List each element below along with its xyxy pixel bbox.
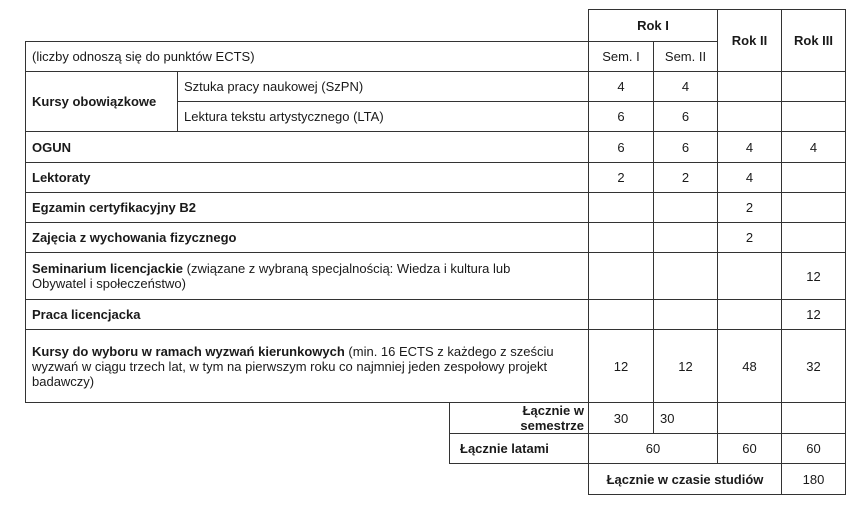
lektoraty-rok2: 4 <box>718 163 782 193</box>
total-latami-label: Łącznie latami <box>460 441 549 456</box>
total-studia-value: 180 <box>782 464 846 495</box>
seminarium-label-bold: Seminarium licencjackie <box>32 261 184 276</box>
kursy-wyboru-rok2: 48 <box>718 330 782 403</box>
szpn-sem1: 4 <box>589 72 654 102</box>
lta-label: Lektura tekstu artystycznego (LTA) <box>178 102 589 132</box>
ects-note: (liczby odnoszą się do punktów ECTS) <box>26 42 589 72</box>
wf-label: Zajęcia z wychowania fizycznego <box>32 230 237 245</box>
ogun-rok2: 4 <box>718 132 782 163</box>
kursy-wyboru-label-bold: Kursy do wyboru w ramach wyzwań kierunkowych <box>32 343 345 359</box>
kursy-wyboru-label <box>32 344 554 389</box>
ects-table <box>25 9 846 495</box>
header-sem1: Sem. I <box>589 42 654 72</box>
ogun-sem2: 6 <box>654 132 718 163</box>
ogun-rok3: 4 <box>782 132 846 163</box>
kursy-obowiazkowe-label: Kursy obowiązkowe <box>32 94 157 109</box>
kursy-wyboru-rok3: 32 <box>782 330 846 403</box>
praca-label: Praca licencjacka <box>32 307 141 322</box>
wf-rok2: 2 <box>718 223 782 253</box>
lta-sem1: 6 <box>589 102 654 132</box>
ogun-label: OGUN <box>32 139 71 155</box>
szpn-sem2: 4 <box>654 72 718 102</box>
total-studia-label: Łącznie w czasie studiów <box>606 471 764 487</box>
total-semestr-sem2: 30 <box>654 403 718 434</box>
total-semestr-sem1: 30 <box>589 403 654 434</box>
ogun-sem1: 6 <box>589 132 654 163</box>
szpn-label: Sztuka pracy naukowej (SzPN) <box>178 72 589 102</box>
kursy-wyboru-label-rest: (min. 16 ECTS z każdego z sześciu wyzwań w ciągu trzech lat, w tym na pierwszym roku co najmniej jeden zespołowy projekt badawczy) <box>32 343 554 389</box>
lektoraty-sem2: 2 <box>654 163 718 193</box>
total-latami-rok1: 60 <box>589 434 718 464</box>
egzamin-label: Egzamin certyfikacyjny B2 <box>32 200 197 215</box>
kursy-wyboru-sem2: 12 <box>654 330 718 403</box>
header-sem2: Sem. II <box>654 42 718 72</box>
kursy-wyboru-sem1: 12 <box>589 330 654 403</box>
lta-sem2: 6 <box>654 102 718 132</box>
seminarium-rok3: 12 <box>782 253 846 300</box>
seminarium-label <box>32 261 510 291</box>
lektoraty-sem1: 2 <box>589 163 654 193</box>
total-latami-rok3: 60 <box>782 434 846 464</box>
praca-rok3: 12 <box>782 300 846 330</box>
seminarium-label-rest: (związane z wybraną specjalnością: Wiedza i kultura lub Obywatel i społeczeństwo) <box>32 261 511 291</box>
header-rok1: Rok I <box>637 18 669 33</box>
total-latami-rok2: 60 <box>718 434 782 464</box>
lektoraty-label: Lektoraty <box>32 170 91 185</box>
header-rok2: Rok II <box>731 33 768 48</box>
total-semestr-label: Łącznie w semestrze <box>520 403 584 433</box>
header-rok3: Rok III <box>793 33 833 48</box>
egzamin-rok2: 2 <box>718 193 782 223</box>
